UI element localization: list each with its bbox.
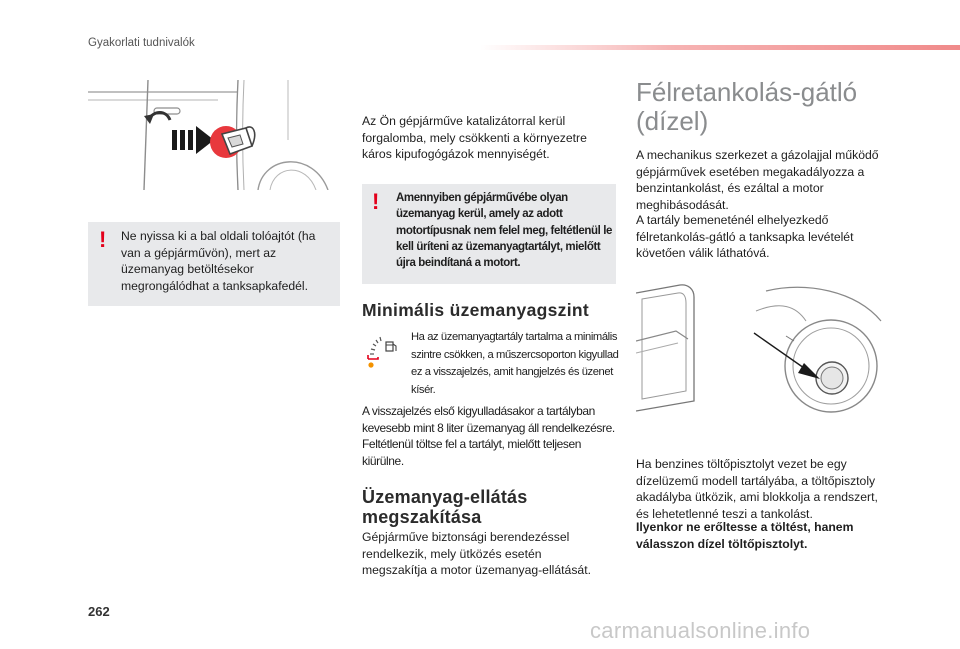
misfuel-text-p2: A tartály bemeneténél elhelyezkedő félretankolás-gátló a tanksapka levételét követően válik láthatóvá. [636, 213, 854, 260]
warning-text: Amennyiben gépjárművébe olyan üzemanyag kerül, amely az adott motortípusnak nem felel meg, feltétlenül le kell üríteni az üzemanyagtartályt, mielőtt újra beindítaná a motort. [396, 192, 613, 270]
page-number: 262 [88, 604, 110, 619]
supply-cut-heading-line1: Üzemanyag-ellátás [362, 487, 528, 507]
misfuel-title [636, 78, 857, 136]
fuel-flap-illustration [88, 80, 340, 190]
misfuel-device-illustration [636, 281, 888, 421]
section-title: Gyakorlati tudnivalók [88, 37, 195, 49]
warning-box-wrong-fuel [362, 184, 616, 284]
header-accent-bar [480, 45, 960, 50]
warning-text: Ne nyissa ki a bal oldali tolóajtót (ha van a gépjárművön), mert az üzemanyag betöltésekor megrongálódhat a tanksapkafedél. [121, 229, 316, 293]
watermark: carmanualsonline.info [590, 618, 811, 643]
warning-mark: ! [372, 189, 380, 214]
warning-mark: ! [99, 227, 107, 252]
supply-cut-heading [362, 487, 527, 527]
fuel-gauge-icon [366, 332, 402, 368]
misfuel-title-line2: (dízel) [636, 106, 709, 136]
min-fuel-note: Ha az üzemanyagtartály tartalma a minimális szintre csökken, a műszercsoporton kigyullad ez a visszajelzés, amit hangjelzés és üzenet kísér. [411, 331, 619, 396]
min-fuel-text: A visszajelzés első kigyulladásakor a tartályban kevesebb mint 8 liter üzemanyag áll rendelkezésre. Feltétlenül töltse fel a tartályt, mielőtt teljesen kiürülne. [362, 404, 615, 469]
warning-box-door [88, 222, 340, 306]
intro-text: Az Ön gépjárműve katalizátorral kerül forgalomba, mely csökkenti a környezetre káros kipufogógázok mennyiségét. [362, 114, 587, 161]
min-fuel-heading: Minimális üzemanyagszint [362, 300, 589, 320]
misfuel-bottom-text: Ha benzines töltőpisztolyt vezet be egy dízelüzemű modell tartályába, a töltőpisztoly akadályba ütközik, ami blokkolja a rendszert, és lehetetlenné teszi a tankolást. [636, 457, 878, 521]
supply-cut-text: Gépjárműve biztonsági berendezéssel rendelkezik, mely ütközés esetén megszakítja a motor üzemanyag-ellátását. [362, 530, 591, 577]
misfuel-text-p1: A mechanikus szerkezet a gázolajjal működő gépjárművek esetében megakadályozza a benzintankolást, és ezáltal a motor meghibásodását. [636, 148, 879, 212]
misfuel-bottom-bold: Ilyenkor ne erőltesse a töltést, hanem válasszon dízel töltőpisztolyt. [636, 520, 854, 551]
misfuel-title-line1: Félretankolás-gátló [636, 77, 858, 107]
supply-cut-heading-line2: megszakítása [362, 507, 482, 527]
